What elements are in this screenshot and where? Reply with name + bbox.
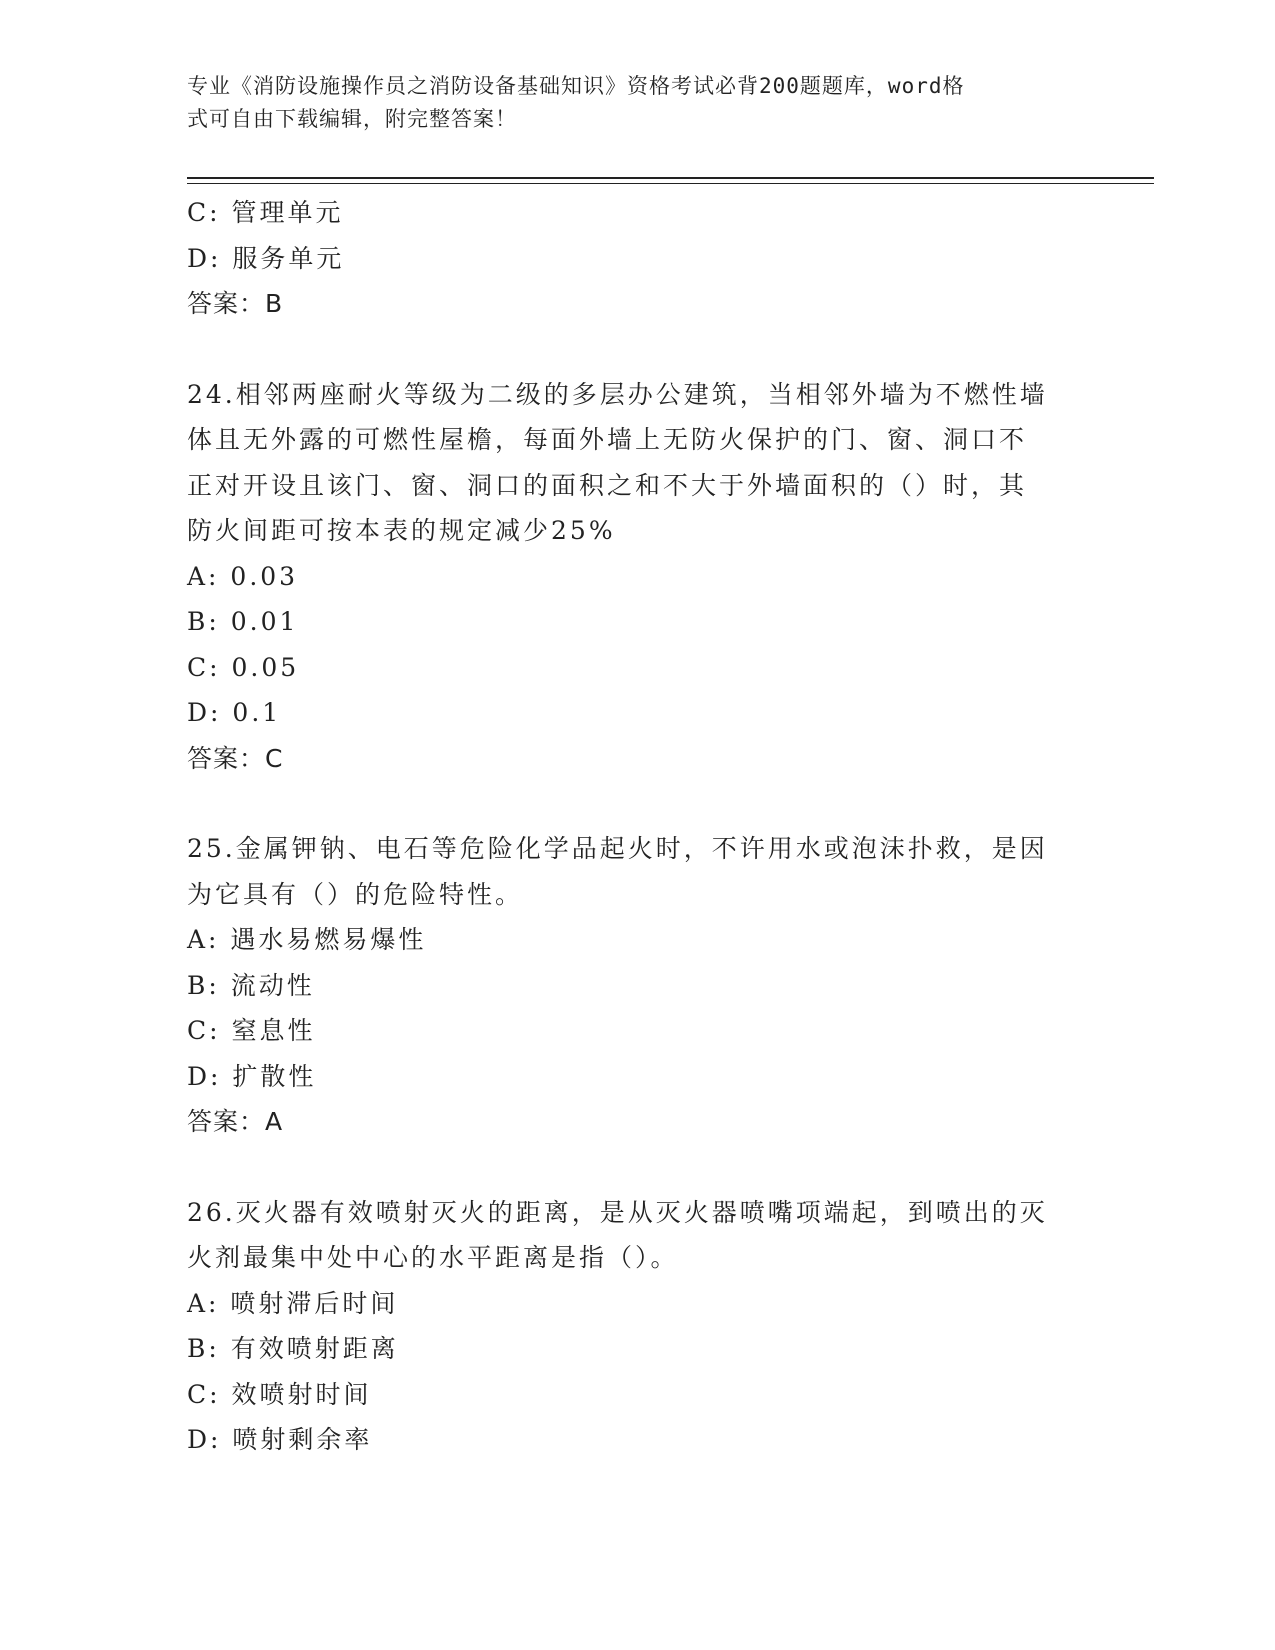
question-24-line-1: 24.相邻两座耐火等级为二级的多层办公建筑，当相邻外墙为不燃性墙 <box>187 379 1048 409</box>
question-25-option-c: C: 窒息性 <box>187 1016 316 1045</box>
question-24-option-a: A: 0.03 <box>187 561 299 591</box>
question-26-option-c: C: 效喷射时间 <box>187 1379 372 1409</box>
option-d: D: 服务单元 <box>187 243 345 273</box>
question-26-option-d: D: 喷射剩余率 <box>187 1425 373 1454</box>
question-26-option-a: A: 喷射滞后时间 <box>187 1288 399 1318</box>
question-24-line-4: 防火间距可按本表的规定减少25% <box>187 516 616 545</box>
question-26-option-b: B: 有效喷射距离 <box>187 1334 399 1363</box>
answer-line: 答案：B <box>187 289 284 318</box>
document-header <box>187 70 1067 136</box>
question-24-answer: 答案：C <box>187 743 284 773</box>
header-divider-thick <box>187 177 1154 179</box>
question-24-option-d: D: 0.1 <box>187 698 282 727</box>
question-24-line-3: 正对开设且该门、窗、洞口的面积之和不大于外墙面积的（）时，其 <box>187 470 1028 500</box>
question-26-line-1: 26.灭火器有效喷射灭火的距离，是从灭火器喷嘴项端起，到喷出的灭 <box>187 1197 1048 1227</box>
header-title-line-1: 专业《消防设施操作员之消防设备基础知识》资格考试必背200题题库，word格 <box>187 74 965 98</box>
question-25-option-b: B: 流动性 <box>187 970 315 1000</box>
option-c: C: 管理单元 <box>187 198 344 227</box>
question-25-option-d: D: 扩散性 <box>187 1061 317 1091</box>
question-25-option-a: A: 遇水易燃易爆性 <box>187 925 427 954</box>
header-title-line-2: 式可自由下载编辑，附完整答案！ <box>187 107 517 131</box>
header-divider-thin <box>187 183 1154 184</box>
question-24-option-b: B: 0.01 <box>187 607 299 636</box>
question-content <box>187 190 1087 1463</box>
question-24-option-c: C: 0.05 <box>187 652 300 682</box>
question-25-line-2: 为它具有（）的危险特性。 <box>187 879 524 909</box>
question-26-line-2: 火剂最集中处中心的水平距离是指（）。 <box>187 1243 679 1272</box>
question-25-line-1: 25.金属钾钠、电石等危险化学品起火时，不许用水或泡沫扑救，是因 <box>187 834 1048 863</box>
question-gap <box>187 1145 1087 1190</box>
question-25-answer: 答案：A <box>187 1107 284 1136</box>
question-24-line-2: 体且无外露的可燃性屋檐，每面外墙上无防火保护的门、窗、洞口不 <box>187 425 1028 454</box>
question-gap <box>187 327 1087 372</box>
question-gap <box>187 781 1087 826</box>
